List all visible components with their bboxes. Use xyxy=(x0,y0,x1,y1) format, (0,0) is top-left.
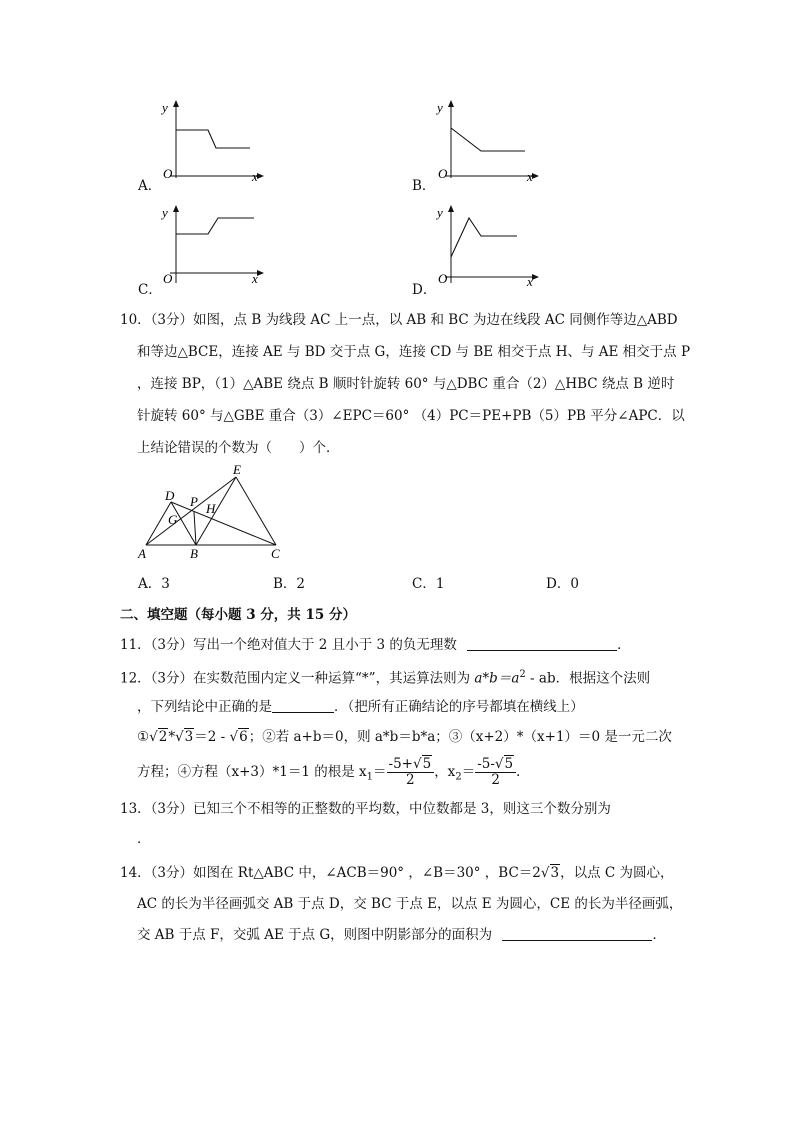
graph-c-line xyxy=(176,218,254,234)
q14-text-1b: ，以点 C 为圆心， xyxy=(560,865,674,881)
axis-x-label: x xyxy=(252,169,258,184)
sqrt-sign: √ xyxy=(412,756,422,772)
q10-line-1 xyxy=(120,310,678,330)
point-label-a: A xyxy=(138,546,146,561)
q12-line-3 xyxy=(137,727,672,747)
axis-y-label: y xyxy=(437,100,443,115)
q12-line-2 xyxy=(137,697,584,717)
sqrt-sign: √ xyxy=(149,729,158,745)
q12-eq-1: ＝ xyxy=(373,764,387,780)
q14-line-1 xyxy=(120,863,674,883)
axis-y-label: y xyxy=(162,205,168,220)
axis-y-label: y xyxy=(437,205,443,220)
section-2-title: 二、填空题（每小题 3 分，共 15 分） xyxy=(120,607,356,623)
q12-num-1: -5+ xyxy=(388,756,413,772)
sqrt-sign: √ xyxy=(494,756,504,772)
point-label-e: E xyxy=(233,462,241,477)
option-d-label: D． xyxy=(412,282,437,298)
axis-origin-label: O xyxy=(438,166,448,181)
q12-l4-end: ． xyxy=(516,764,530,780)
graph-a-line xyxy=(176,130,250,148)
q12-text-1a: 12．（3分）在实数范围内定义一种运算“*”，其运算法则为 xyxy=(120,670,475,687)
q12-den-1: 2 xyxy=(406,772,415,788)
axis-x-label: x xyxy=(527,274,533,289)
q12-rule: a*b＝a xyxy=(474,670,520,687)
point-label-h: H xyxy=(206,501,216,516)
q12-text-2b: ．（把所有正确结论的序号都填在横线上） xyxy=(334,699,584,715)
q12-l3-p4: ；②若 a+b＝0，则 a*b＝b*a；③（x+2）*（x+1）＝0 是一元二次 xyxy=(248,729,672,745)
q12-num-1-radicand: 5 xyxy=(422,756,432,772)
q12-line-1 xyxy=(120,665,650,689)
q14-text-3a: 交 AB 于点 F，交弧 AE 于点 G，则图中阴影部分的面积为 xyxy=(137,927,493,943)
q12-l3-p2: * xyxy=(168,729,176,745)
q14-line-2: AC 的长为半径画弧交 AB 于点 D，交 BC 于点 E，以点 E 为圆心，CE 的长为半径画弧， xyxy=(137,896,683,912)
axis-origin-label: O xyxy=(163,271,173,286)
q12-l3-p3: ＝2 - xyxy=(194,729,230,745)
q12-rule-exponent: 2 xyxy=(519,669,526,680)
q10-line-5: 上结论错误的个数为（ ）个． xyxy=(137,440,340,456)
point-label-p: P xyxy=(190,494,198,509)
q12-sub-1: 1 xyxy=(366,771,374,783)
q12-l4-p2: ，x xyxy=(434,764,456,780)
q14-text-1a: 14．（3分）如图在 Rt△ABC 中，∠ACB＝90° ，∠B＝30° ，BC＝2 xyxy=(120,865,541,881)
graph-d xyxy=(435,203,545,289)
sqrt-sign: √ xyxy=(175,729,184,745)
q12-num-2: -5- xyxy=(477,756,495,772)
segment-ae xyxy=(146,477,236,545)
q12-answer-blank[interactable] xyxy=(272,697,334,713)
graph-a xyxy=(160,98,270,184)
q12-radicand-3: 6 xyxy=(239,729,248,745)
q12-fraction-2 xyxy=(475,757,516,788)
q11-text: 11．（3分）写出一个绝对值大于 2 且小于 3 的负无理数 xyxy=(120,637,457,653)
q10-option-b: B．2 xyxy=(273,576,306,592)
q12-line-4 xyxy=(137,755,530,795)
q11-answer-blank[interactable] xyxy=(467,635,617,651)
point-label-b: B xyxy=(190,546,198,561)
sqrt-sign: √ xyxy=(540,865,550,881)
q12-radicand-1: 2 xyxy=(158,729,168,745)
point-label-g: G xyxy=(168,512,178,527)
axis-origin-label: O xyxy=(163,166,173,181)
graph-b xyxy=(435,98,545,184)
q10-prefix: 10．（3分） xyxy=(120,312,194,328)
q14-text-3b: ． xyxy=(652,927,666,943)
axis-x-label: x xyxy=(252,271,258,286)
q12-num-2-radicand: 5 xyxy=(504,756,514,772)
q12-text-2a: ，下列结论中正确的是 xyxy=(137,699,272,715)
q13-line-1: 13．（3分）已知三个不相等的正整数的平均数，中位数都是 3，则这三个数分别为 xyxy=(120,801,611,817)
option-b-label: B． xyxy=(412,178,436,194)
point-label-c: C xyxy=(271,546,280,561)
graph-c xyxy=(160,203,270,289)
q12-fraction-1 xyxy=(387,757,435,788)
q11-line xyxy=(120,635,631,655)
q12-sub-2: 2 xyxy=(455,771,462,783)
q12-eq-2: ＝ xyxy=(461,764,476,780)
axis-y-label: y xyxy=(162,100,168,115)
q14-radicand: 3 xyxy=(550,865,560,881)
q10-option-c: C．1 xyxy=(412,576,445,592)
q10-line-3: ，连接 BP，（1）△ABE 绕点 B 顺时针旋转 60° 与△DBC 重合（2）△HBC 绕点 B 逆时 xyxy=(137,376,675,392)
q11-end: ． xyxy=(617,637,631,653)
q14-line-3 xyxy=(137,925,666,945)
q10-option-d: D．0 xyxy=(546,576,579,592)
segment-bp xyxy=(194,512,196,545)
segment-be xyxy=(196,477,236,545)
q13-line-2: ． xyxy=(137,831,151,847)
point-label-d: D xyxy=(165,488,175,503)
segment-ec xyxy=(236,477,276,545)
sqrt-sign: √ xyxy=(229,729,239,745)
q10-option-a: A．3 xyxy=(138,576,170,592)
q14-answer-blank[interactable] xyxy=(502,925,652,941)
q10-text-1: 如图，点 B 为线段 AC 上一点，以 AB 和 BC 为边在线段 AC 同侧作等边△ABD xyxy=(193,312,678,328)
q12-radicand-2: 3 xyxy=(184,729,194,745)
option-c-label: C． xyxy=(138,282,162,298)
option-a-label: A． xyxy=(138,178,162,194)
q12-l3-p1: ① xyxy=(137,729,150,745)
q12-text-1c: - ab．根据这个法则 xyxy=(525,670,651,687)
graph-d-line xyxy=(451,218,517,257)
q10-line-2: 和等边△BCE，连接 AE 与 BD 交于点 G，连接 CD 与 BE 相交于点 H、与 AE 相交于点 P xyxy=(137,344,691,360)
axis-x-label: x xyxy=(527,169,533,184)
q12-l4-p1: 方程；④方程（x+3）*1＝1 的根是 x xyxy=(137,764,367,780)
graph-b-line xyxy=(451,128,525,151)
q10-triangle-figure xyxy=(134,460,294,562)
q10-line-4: 针旋转 60° 与△GBE 重合（3）∠EPC＝60° （4）PC＝PE+PB（5）PB 平分∠APC．以 xyxy=(137,408,685,424)
q12-den-2: 2 xyxy=(491,772,500,788)
axis-origin-label: O xyxy=(438,271,448,286)
segment-dc xyxy=(171,502,276,545)
